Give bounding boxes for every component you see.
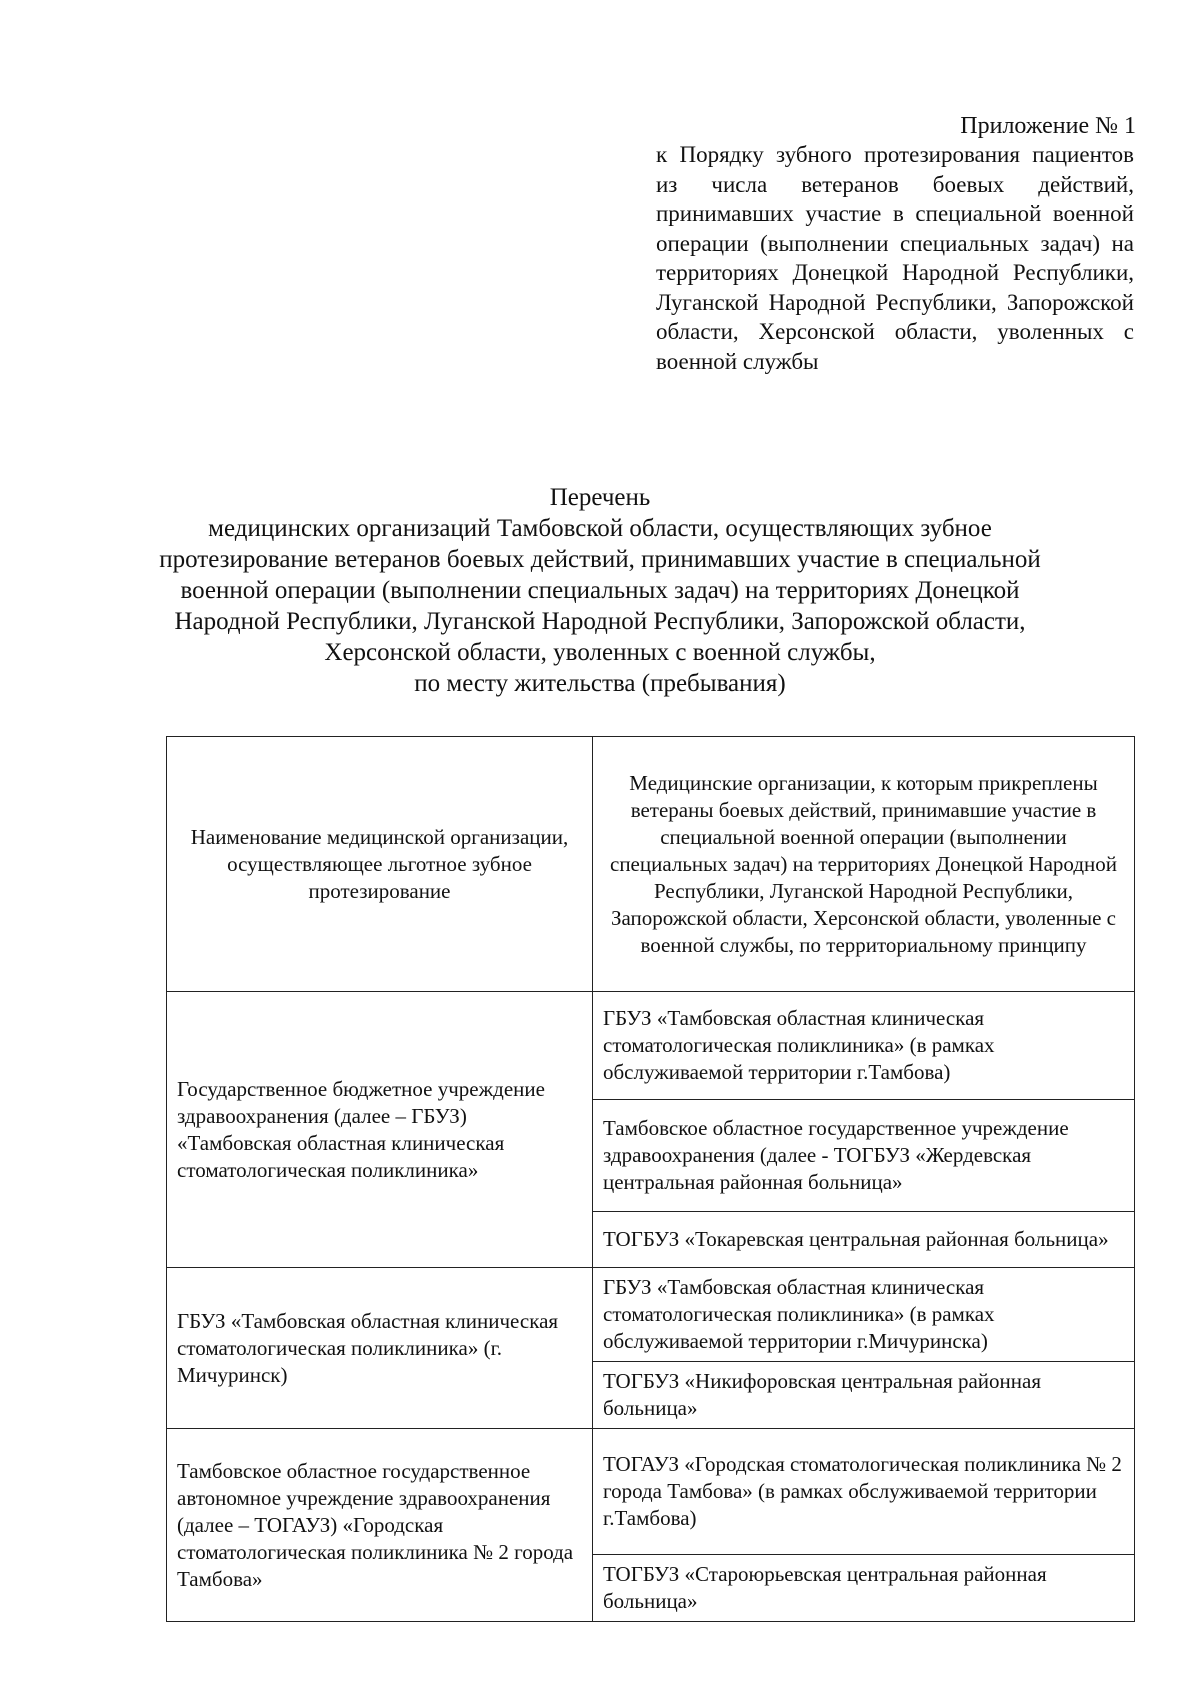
header-provider: Наименование медицинской организации, осуществляющее льготное зубное протезирование (167, 737, 593, 992)
organizations-table (166, 736, 1135, 1622)
appendix-body: к Порядку зубного протезирования пациентов из числа ветеранов боевых действий, принимавших участие в специальной военной операции (выполнении специальных задач) на территориях Донецкой Народной Республики, Луганской Народной Республики, Запорожской области, Херсонской области, уволенных с военной службы (656, 142, 1134, 374)
attached-cell: ТОГБУЗ «Никифоровская центральная районная больница» (593, 1362, 1135, 1429)
title-heading: Перечень (549, 484, 651, 511)
attached-cell: ТОГБУЗ «Токаревская центральная районная больница» (593, 1212, 1135, 1268)
attached-cell: ГБУЗ «Тамбовская областная клиническая стоматологическая поликлиника» (в рамках обслуживаемой территории г.Мичуринска) (593, 1268, 1135, 1362)
title-line: военной операции (выполнении специальных задач) на территориях Донецкой (180, 577, 1020, 604)
table-row (167, 992, 1135, 1100)
provider-cell: Государственное бюджетное учреждение здравоохранения (далее – ГБУЗ) «Тамбовская областная клиническая стоматологическая поликлиника» (167, 992, 593, 1268)
provider-cell: Тамбовское областное государственное автономное учреждение здравоохранения (далее – ТОГАУЗ) «Городская стоматологическая поликлиника № 2 города Тамбова» (167, 1429, 593, 1622)
attached-cell: ГБУЗ «Тамбовская областная клиническая стоматологическая поликлиника» (в рамках обслуживаемой территории г.Тамбова) (593, 992, 1135, 1100)
attached-cell: Тамбовское областное государственное учреждение здравоохранения (далее - ТОГБУЗ «Жердевская центральная районная больница» (593, 1100, 1135, 1212)
title-line: Народной Республики, Луганской Народной Республики, Запорожской области, (174, 608, 1026, 635)
title-line: по месту жительства (пребывания) (414, 670, 786, 697)
document-title (100, 482, 1100, 699)
attached-cell: ТОГАУЗ «Городская стоматологическая поликлиника № 2 города Тамбова» (в рамках обслуживаемой территории г.Тамбова) (593, 1429, 1135, 1555)
title-line: протезирование ветеранов боевых действий, принимавших участие в специальной (159, 546, 1041, 573)
attached-cell: ТОГБУЗ «Староюрьевская центральная районная больница» (593, 1555, 1135, 1622)
header-attached: Медицинские организации, к которым прикреплены ветераны боевых действий, принимавшие участие в специальной военной операции (выполнении специальных задач) на территориях Донецкой Народной Республики, Луганской Народной Республики, Запорожской области, Херсонской области, уволенные с военной службы, по территориальному принципу (593, 737, 1135, 992)
title-line: Херсонской области, уволенных с военной службы, (324, 639, 876, 666)
title-line: медицинских организаций Тамбовской области, осуществляющих зубное (208, 515, 992, 542)
table-row (167, 1429, 1135, 1555)
table-row (167, 1268, 1135, 1362)
table-header-row (167, 737, 1135, 992)
provider-cell: ГБУЗ «Тамбовская областная клиническая стоматологическая поликлиника» (г. Мичуринск) (167, 1268, 593, 1429)
appendix-title: Приложение № 1 (960, 113, 1136, 139)
